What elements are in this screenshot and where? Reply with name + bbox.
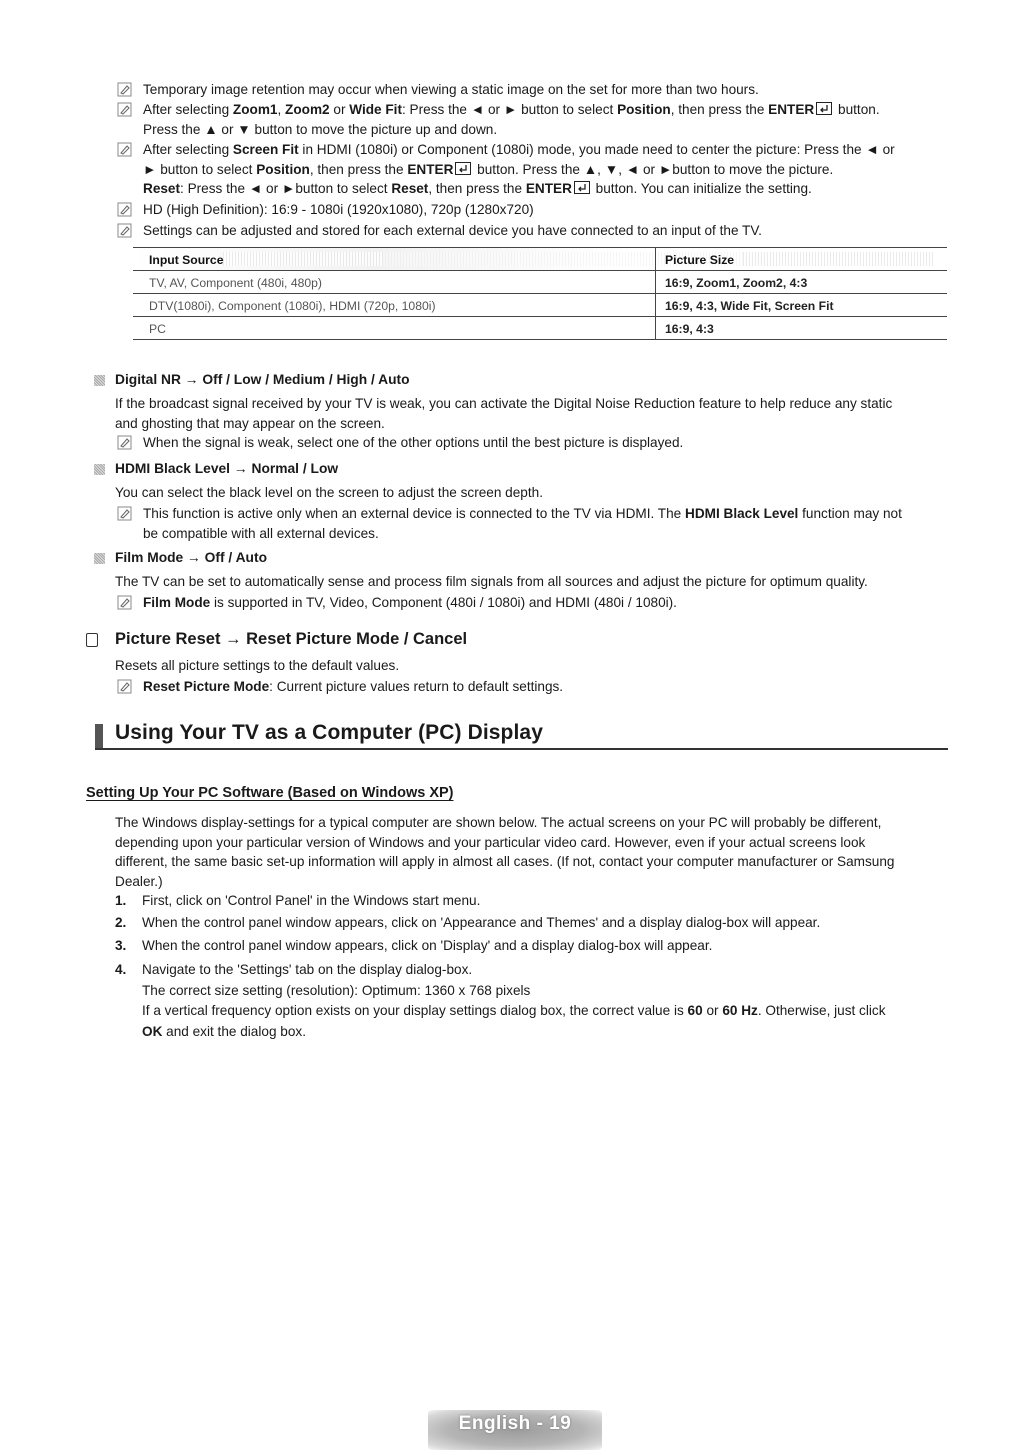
list-item: 2. When the control panel window appears, click on 'Appearance and Themes' and a display dialog-box will appear. <box>115 915 821 930</box>
digital-nr-heading: Digital NR → Off / Low / Medium / High / Auto <box>115 372 410 387</box>
note-image-retention: Temporary image retention may occur when viewing a static image on the set for more than two hours. <box>117 80 957 100</box>
note-settings-stored: Settings can be adjusted and stored for each external device you have connected to an input of the TV. <box>117 221 957 241</box>
note-icon <box>117 202 132 217</box>
picture-reset-body: Resets all picture settings to the default values. <box>115 658 400 673</box>
note-icon <box>117 223 132 238</box>
note-icon <box>117 102 132 117</box>
note-digital-nr: When the signal is weak, select one of the other options until the best picture is displayed. <box>117 433 957 453</box>
note-icon <box>117 82 132 97</box>
list-item: 4. Navigate to the 'Settings' tab on the display dialog-box. The correct size setting (resolution): Optimum: 1360 x 768 pixels If a vertical frequency option exists on your display settings dialog box, the correct value is 60 or 60 Hz. Otherwise, just click OK and exit the dialog box. <box>115 962 886 1039</box>
enter-icon <box>574 181 590 194</box>
table-header-input-source: Input Source <box>149 253 224 267</box>
enter-icon <box>816 102 832 115</box>
bullet-square-icon <box>94 553 105 564</box>
note-zoom: After selecting Zoom1, Zoom2 or Wide Fit: Press the ◄ or ► button to select Position, then press the ENTER button. Press the ▲ or ▼ button to move the picture up and down. <box>117 100 957 140</box>
note-film-mode: Film Mode is supported in TV, Video, Component (480i / 1080i) and HDMI (480i / 1080i). <box>117 593 957 613</box>
note-icon <box>117 142 132 157</box>
picture-reset-heading: Picture Reset → Reset Picture Mode / Cancel <box>115 630 468 648</box>
note-hdmi-black-level: This function is active only when an external device is connected to the TV via HDMI. The HDMI Black Level function may not be compatible with all external devices. <box>117 504 957 544</box>
section-divider <box>95 748 948 750</box>
page-number: English - 19 <box>458 1413 572 1434</box>
film-mode-body: The TV can be set to automatically sense and process film signals from all sources and adjust the picture for optimum quality. <box>115 574 868 589</box>
list-item: 1. First, click on 'Control Panel' in the Windows start menu. <box>115 893 481 908</box>
table-row: PC 16:9, 4:3 <box>133 317 947 340</box>
subsection-title: Setting Up Your PC Software (Based on Windows XP) <box>86 785 454 801</box>
note-icon <box>117 435 132 450</box>
digital-nr-body: If the broadcast signal received by your TV is weak, you can activate the Digital Noise Reduction feature to help reduce any static and ghosting that may appear on the screen. <box>115 396 893 431</box>
note-hd: HD (High Definition): 16:9 - 1080i (1920x1080), 720p (1280x720) <box>117 200 957 220</box>
bullet-square-icon <box>94 375 105 386</box>
enter-icon <box>455 162 471 175</box>
picture-size-table <box>133 247 947 340</box>
section-title: Using Your TV as a Computer (PC) Display <box>115 721 543 744</box>
note-icon <box>117 679 132 694</box>
note-icon <box>117 506 132 521</box>
note-icon <box>117 595 132 610</box>
table-row: TV, AV, Component (480i, 480p) 16:9, Zoom1, Zoom2, 4:3 <box>133 271 947 294</box>
hdmi-black-level-body: You can select the black level on the screen to adjust the screen depth. <box>115 485 543 500</box>
bullet-square-icon <box>94 464 105 475</box>
note-picture-reset: Reset Picture Mode: Current picture values return to default settings. <box>117 677 957 697</box>
note-screen-fit: After selecting Screen Fit in HDMI (1080i) or Component (1080i) mode, you made need to center the picture: Press the ◄ or ► button to select Position, then press the ENTER button. Press the ▲, ▼, ◄ or ►button to move the picture. Reset: Press the ◄ or ►button to select Reset, then press the ENTER button. You can initialize the setting. <box>117 140 957 200</box>
hdmi-black-level-heading: HDMI Black Level → Normal / Low <box>115 461 339 476</box>
checkbox-icon <box>86 633 98 647</box>
film-mode-heading: Film Mode → Off / Auto <box>115 550 268 565</box>
section-marker <box>95 724 103 749</box>
list-item: 3. When the control panel window appears, click on 'Display' and a display dialog-box will appear. <box>115 938 713 953</box>
table-row: DTV(1080i), Component (1080i), HDMI (720p, 1080i) 16:9, 4:3, Wide Fit, Screen Fit <box>133 294 947 317</box>
table-header-picture-size: Picture Size <box>665 253 735 267</box>
table-header-row <box>133 247 947 271</box>
pc-intro: The Windows display-settings for a typical computer are shown below. The actual screens on your PC will probably be different, depending upon your particular version of Windows and your particular video card. However, even if your actual screens look different, the same basic set-up information will apply in almost all cases. (If not, contact your computer manufacturer or Samsung Dealer.) <box>115 815 895 889</box>
